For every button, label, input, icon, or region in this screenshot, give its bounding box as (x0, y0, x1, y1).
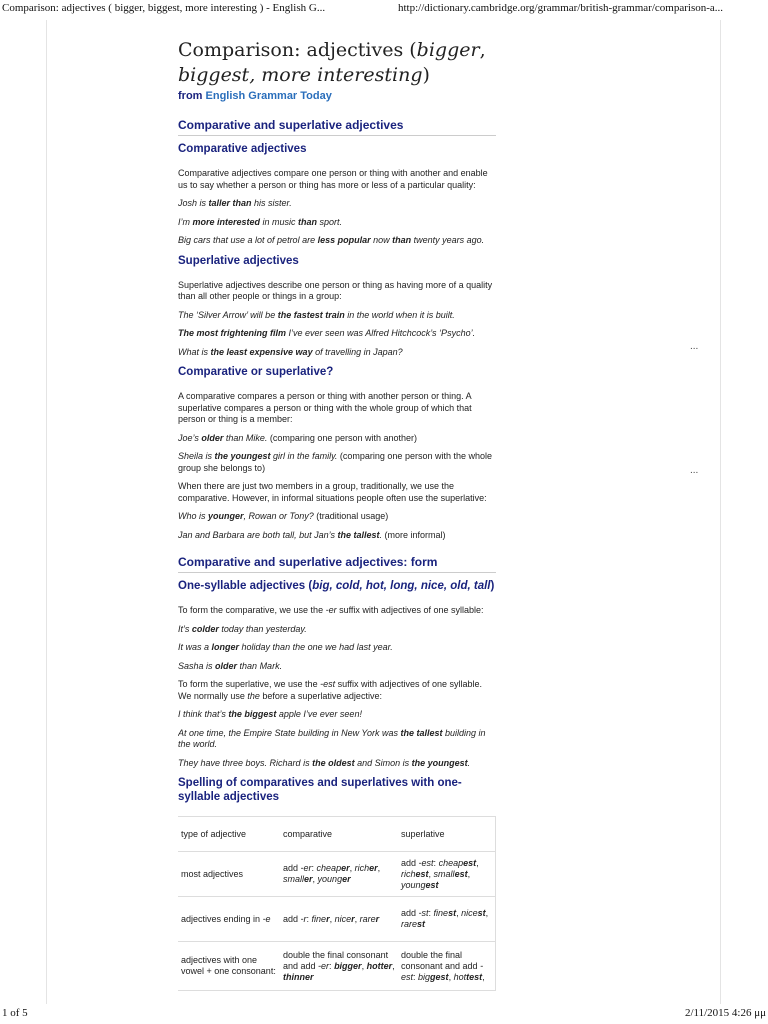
example-sentence: What is the least expensive way of travelling in Japan? (178, 346, 403, 357)
article-content (178, 30, 496, 1005)
paragraph: Superlative adjectives describe one person or thing as having more of a quality than all other people or things in a group: (178, 279, 493, 301)
section-heading-comparative-superlative: Comparative and superlative adjectives (178, 118, 496, 136)
example-sentence: I’m more interested in music than sport. (178, 216, 343, 227)
print-header (0, 0, 768, 20)
example-sentence: Who is younger, Rowan or Tony? (traditional usage) (178, 511, 389, 521)
table-row (178, 852, 496, 897)
table-cell: add -est: cheapest, richest, smallest, youngest (398, 852, 496, 897)
table-cell: most adjectives (178, 852, 280, 897)
print-date: 2/11/2015 4:26 μμ (684, 1007, 766, 1019)
example-sentence: I think that’s the biggest apple I’ve ever seen! (178, 709, 362, 719)
example-sentence: Big cars that use a lot of petrol are less popular now than twenty years ago. (178, 235, 485, 245)
page-number: 1 of 5 (2, 1007, 28, 1019)
example-sentence: The most frightening film I’ve ever seen was Alfred Hitchcock’s ‘Psycho’. (178, 328, 476, 338)
side-ellipsis-2: ... (690, 465, 699, 476)
example-sentence: At one time, the Empire State building in New York was the tallest building in the world. (178, 727, 486, 749)
table-cell: add -st: finest, nicest, rarest (398, 897, 496, 942)
print-footer (0, 1004, 768, 1024)
page-border-left (46, 20, 47, 1004)
example-sentence: Joe’s older than Mike. (comparing one person with another) (178, 432, 417, 443)
subheading-comparative-adjectives: Comparative adjectives (178, 143, 307, 155)
subheading-spelling: Spelling of comparatives and superlatives with one-syllable adjectives (178, 777, 462, 803)
example-sentence: The ‘Silver Arrow’ will be the fastest train in the world when it is built. (178, 309, 455, 320)
subheading-comparative-or-superlative: Comparative or superlative? (178, 366, 334, 378)
source-line: from English Grammar Today (178, 90, 332, 102)
table-cell: adjectives with one vowel + one consonant: (178, 942, 280, 991)
table-cell: add -er: cheaper, richer, smaller, younger (280, 852, 398, 897)
example-sentence: They have three boys. Richard is the oldest and Simon is the youngest. (178, 757, 471, 768)
table-header-row (178, 817, 496, 852)
example-sentence: It was a longer holiday than the one we had last year. (178, 642, 393, 652)
print-page-url: http://dictionary.cambridge.org/grammar/british-grammar/comparison-a... (398, 2, 724, 14)
table-cell: double the final consonant and add -er: bigger, hotter, thinner (280, 942, 398, 991)
paragraph: A comparative compares a person or thing with another person or thing. A superlative compares a person or thing with the whole group of which that person or thing is a member: (178, 391, 472, 424)
page-title: Comparison: adjectives (bigger, biggest, more interesting) (178, 39, 486, 86)
table-row (178, 942, 496, 991)
table-header-cell: comparative (280, 817, 398, 852)
subheading-one-syllable-adjectives: One-syllable adjectives (big, cold, hot, long, nice, old, tall) (178, 580, 495, 592)
table-cell: add -r: finer, nicer, rarer (280, 897, 398, 942)
table-header-cell: type of adjective (178, 817, 280, 852)
paragraph: Comparative adjectives compare one person or thing with another and enable us to say whether a person or thing has more or less of a particular quality: (178, 168, 488, 190)
section-heading-form: Comparative and superlative adjectives: form (178, 555, 496, 573)
table-cell: adjectives ending in -e (178, 897, 280, 942)
table-row (178, 897, 496, 942)
example-sentence: It’s colder today than yesterday. (178, 623, 307, 634)
example-sentence: Jan and Barbara are both tall, but Jan’s the tallest. (more informal) (178, 529, 446, 540)
page-border-right (720, 20, 721, 1004)
paragraph: To form the comparative, we use the -er suffix with adjectives of one syllable: (178, 605, 484, 615)
source-link[interactable]: English Grammar Today (205, 90, 332, 102)
paragraph: When there are just two members in a group, traditionally, we use the comparative. However, in informal situations people often use the superlative: (178, 481, 487, 503)
spelling-table (178, 816, 496, 991)
example-sentence: Sheila is the youngest girl in the family. (comparing one person with the whole group she belongs to) (178, 451, 492, 473)
paragraph: To form the superlative, we use the -est suffix with adjectives of one syllable. We normally use the before a superlative adjective: (178, 679, 483, 701)
print-page-title: Comparison: adjectives ( bigger, biggest, more interesting ) - English G... (2, 2, 326, 14)
example-sentence: Josh is taller than his sister. (178, 198, 292, 208)
example-sentence: Sasha is older than Mark. (178, 660, 283, 671)
table-cell: double the final consonant and add -est: biggest, hottest, (398, 942, 496, 991)
subheading-superlative-adjectives: Superlative adjectives (178, 254, 299, 267)
table-header-cell: superlative (398, 817, 496, 852)
side-ellipsis-1: ... (690, 341, 699, 352)
